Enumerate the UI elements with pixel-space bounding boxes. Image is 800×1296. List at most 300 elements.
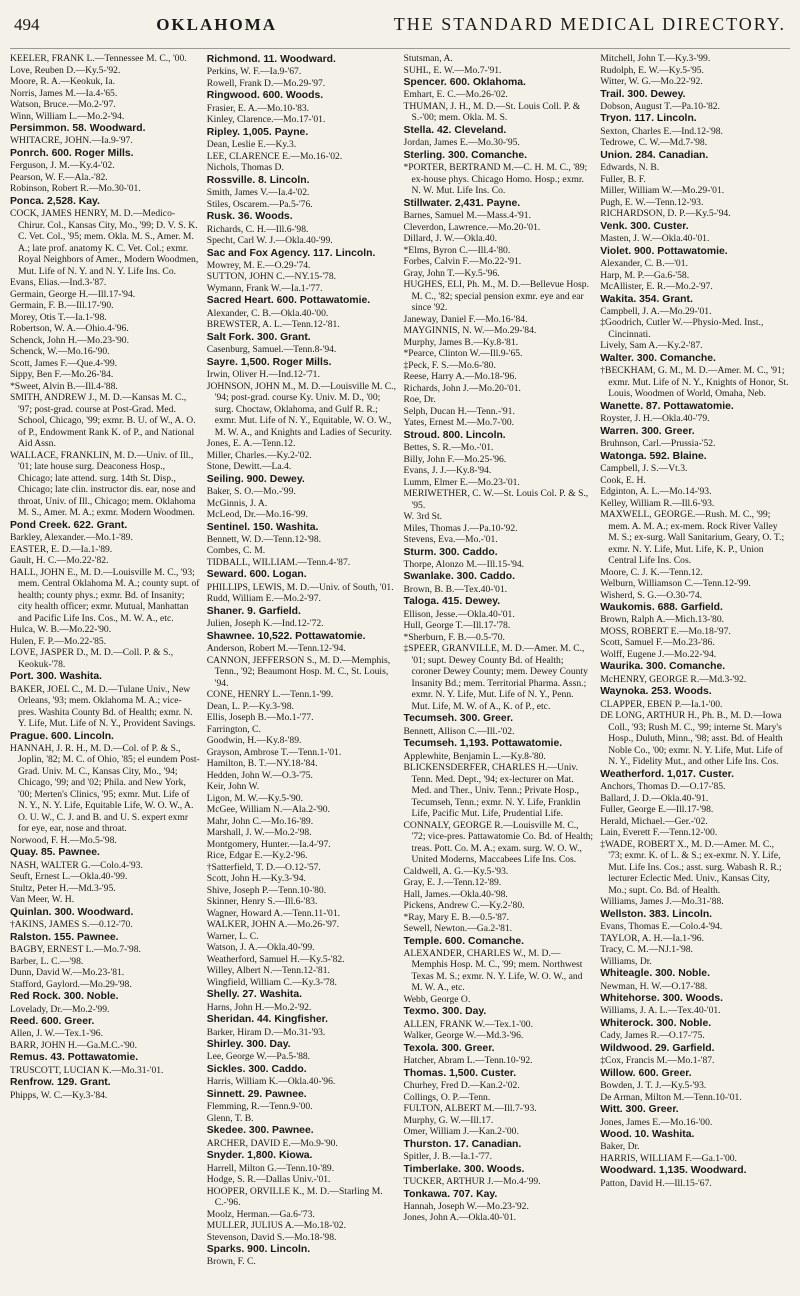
physician-entry: Miller, William W.—Mo.29-'01.	[600, 185, 725, 197]
physician-entry: ARCHER, DAVID E.—Mo.9-'90.	[206, 1137, 338, 1149]
physician-entry: Norris, James M.—Ia.4-'65.	[10, 87, 118, 99]
physician-entry: Harns, John H.—Mo.2-'92.	[206, 1001, 312, 1013]
town-heading: Skedee. 300. Pawnee.	[206, 1125, 314, 1137]
physician-entry: FULTON, ALBERT M.—Ill.7-'93.	[403, 1103, 537, 1115]
town-heading: Remus. 43. Pottawatomie.	[10, 1052, 139, 1064]
town-heading: Richmond. 11. Woodward.	[206, 54, 336, 65]
town-heading: Woodward. 1,135. Woodward.	[600, 1165, 747, 1177]
physician-entry: CONE, HENRY L.—Tenn.1-'99.	[206, 689, 334, 701]
physician-entry: Robinson, Robert R.—Mo.30-'01.	[10, 183, 141, 195]
physician-entry: Nichols, Thomas D.	[206, 162, 284, 174]
physician-entry: Allen, J. W.—Tex.1-'96.	[10, 1028, 103, 1040]
physician-entry: THUMAN, J. H., M. D.—St. Louis Coll. P. & S.-'00; mem. Okla. M. S.	[403, 100, 581, 124]
physician-entry: Lee, George W.—Pa.5-'88.	[206, 1051, 311, 1063]
physician-entry: Barber, L. C.—'98.	[10, 955, 84, 967]
physician-entry: ‡Goodrich, Cutler W.—Physio-Med. Inst., Cincinnati.	[600, 317, 764, 340]
physician-entry: W. 3rd St.	[403, 511, 443, 523]
physician-entry: Pugh, E. W.—Tenn.12-'93.	[600, 196, 704, 208]
physician-entry: Newman, H. W.—O.17-'88.	[600, 980, 708, 992]
physician-entry: Royster, J. H.—Okla.40-'79.	[600, 413, 710, 425]
physician-entry: Patton, David H.—Ill.15-'67.	[600, 1177, 712, 1189]
town-heading: Union. 284. Canadian.	[600, 149, 709, 161]
physician-entry: MOSS, ROBERT E.—Mo.18-'97.	[600, 625, 731, 637]
physician-entry: De Arman, Milton M.—Tenn.10-'01.	[600, 1091, 742, 1103]
physician-entry: Stone, Dewitt.—La.4.	[206, 461, 292, 473]
town-heading: Texola. 300. Greer.	[403, 1042, 495, 1054]
town-heading: Waynoka. 253. Woods.	[600, 686, 712, 698]
physician-entry: Barkley, Alexander.—Mo.1-'89.	[10, 532, 133, 544]
physician-entry: Murphy, G. W.—Ill.17.	[403, 1114, 494, 1126]
physician-entry: McHENRY, GEORGE R.—Md.3-'92.	[600, 673, 747, 685]
physician-entry: Sewell, Newton.—Ga.2-'81.	[403, 923, 513, 935]
town-heading: Shelly. 27. Washita.	[206, 989, 303, 1001]
physician-entry: Anderson, Robert M.—Tenn.12-'94.	[206, 643, 346, 655]
physician-entry: Caldwell, A. G.—Ky.5-'93.	[403, 865, 509, 877]
physician-entry: Germain, F. B.—Ill.17-'90.	[10, 300, 114, 312]
physician-entry: Bennett, W. D.—Tenn.12-'98.	[206, 533, 322, 545]
physician-entry: Love, Reuben D.—Ky.5-'92.	[10, 64, 121, 76]
physician-entry: Farrington, C.	[206, 723, 261, 735]
physician-entry: Jones, James E.—Mo.16-'00.	[600, 1116, 713, 1128]
town-heading: Sinnett. 29. Pawnee.	[206, 1088, 307, 1100]
columns	[10, 53, 790, 1268]
physician-entry: SUHL, E. W.—Mo.7-'91.	[403, 64, 502, 76]
physician-entry: *Sherburn, F. B.—0.5-'70.	[403, 631, 505, 643]
physician-entry: Keir, John W.	[206, 781, 260, 793]
town-heading: Violet. 900. Pottawatomie.	[600, 245, 728, 257]
physician-entry: Ellison, Jesse.—Okla.40-'01.	[403, 608, 515, 620]
physician-entry: *PORTER, BERTRAND M.—C. H. M. C., '89; ex-house phys. Chicago Homo. Hosp.; exmr. N. W. Mut. Life Ins. Co.	[403, 162, 588, 197]
physician-entry: BREWSTER, A. L.—Tenn.12-'81.	[206, 319, 340, 331]
town-heading: Timberlake. 300. Woods.	[403, 1163, 525, 1175]
physician-entry: Hamilton, B. T.—NY.18-'84.	[206, 758, 318, 770]
town-heading: Wildwood. 29. Garfield.	[600, 1042, 715, 1054]
physician-entry: WALKER, JOHN A.—Mo.26-'97.	[206, 919, 340, 931]
physician-entry: Watson, J. A.—Okla.40-'99.	[206, 942, 315, 954]
town-heading: Thurston. 17. Canadian.	[403, 1138, 522, 1150]
town-heading: Rusk. 36. Woods.	[206, 211, 293, 223]
town-heading: Sentinel. 150. Washita.	[206, 521, 319, 533]
physician-entry: BAGBY, ERNEST L.—Mo.7-'98.	[10, 944, 141, 956]
physician-entry: MERIWETHER, C. W.—St. Louis Col. P. & S., '95.	[403, 488, 589, 511]
physician-entry: Cleverdon, Lawrence.—Mo.20-'01.	[403, 221, 541, 233]
town-heading: Stroud. 800. Lincoln.	[403, 429, 506, 441]
town-heading: Thomas. 1,500. Custer.	[403, 1067, 517, 1079]
town-heading: Persimmon. 58. Woodward.	[10, 123, 146, 134]
physician-entry: Van Meer, W. H.	[10, 894, 75, 906]
physician-entry: HUGHES, ELI, Ph. M., M. D.—Bellevue Hosp. M. C., '82; special pension exmr. eye and ear since '92.	[403, 279, 589, 314]
physician-entry: Schenck, W.—Mo.16-'90.	[10, 346, 110, 358]
physician-entry: Hatcher, Abram L.—Tenn.10-'92.	[403, 1055, 533, 1067]
physician-entry: Smith, James V.—Ia.4-'02.	[206, 187, 310, 199]
town-heading: Rossville. 8. Lincoln.	[206, 174, 310, 186]
physician-entry: Jordan, James E.—Mo.30-'95.	[403, 137, 520, 149]
physician-entry: Seuft, Ernest L.—Okla.40-'99.	[10, 871, 128, 883]
physician-entry: Mowrey, M. E.—O.29-'74.	[206, 259, 311, 271]
physician-entry: Baker, Dr.	[600, 1141, 640, 1153]
physician-entry: Campbell, J. A.—Mo.29-'01.	[600, 305, 712, 317]
physician-entry: RICHARDSON, D. P.—Ky.5-'94.	[600, 208, 731, 220]
physician-entry: Goodwin, H.—Ky.8-'89.	[206, 735, 302, 747]
physician-entry: Stiles, Oscarem.—Pa.5-'76.	[206, 198, 313, 210]
town-heading: Wood. 10. Washita.	[600, 1129, 695, 1141]
physician-entry: Frasier, E. A.—Mo.10-'83.	[206, 102, 310, 114]
town-heading: Tecumseh. 300. Greer.	[403, 713, 514, 725]
physician-entry: JOHNSON, JOHN M., M. D.—Louisville M. C., '94; post-grad. course Ky. Univ. M. D., '00; surg. Choctaw, Oklahoma, and Gulf R. R.; exmr. Mut. Life of N. Y., Equitable, W. O. W., M. W. A., and Knights and Ladies of Security.	[206, 380, 396, 438]
town-heading: Willow. 600. Greer.	[600, 1067, 692, 1079]
town-heading: Shirley. 300. Day.	[206, 1039, 291, 1050]
physician-entry: HOOPER, ORVILLE K., M. D.—Starling M. C.-'96.	[206, 1185, 383, 1209]
physician-entry: Reese, Harry A.—Mo.18-'96.	[403, 371, 517, 383]
town-heading: Waurika. 300. Comanche.	[600, 661, 726, 673]
physician-entry: ‡SPEER, GRANVILLE, M. D.—Amer. M. C., '01; supt. Dewey County Bd. of Health; coroner Dewey County; mem. Dewey County Insanity Bd.; mem. Territorial Pharma. Assn.; exmr. N. Y. Life, Mut. Life of N. Y., Penn. Mut. Life, M. W. of A., K. of P., etc.	[403, 643, 588, 712]
town-heading: Prague. 600. Lincoln.	[10, 730, 114, 742]
state-heading: OKLAHOMA	[156, 15, 278, 34]
physician-entry: Dobson, August T.—Pa.10-'82.	[600, 100, 720, 112]
physician-entry: Emhart, E. C.—Mo.26-'02.	[403, 89, 508, 101]
town-heading: Ponrch. 600. Roger Mills.	[10, 147, 134, 159]
physician-entry: Moore, C. J. K.—Tenn.12.	[600, 566, 703, 578]
town-heading: Red Rock. 300. Noble.	[10, 991, 119, 1003]
physician-entry: Williams, J. A. L.—Tex.40-'01.	[600, 1005, 721, 1017]
physician-entry: HANNAH, J. R. H., M. D.—Col. of P. & S., Joplin, '82; M. C. of Ohio, '85; el eundem Post-Grad. Univ. M. C., Kansas City, Mo., '94; Chicago, '99; and '02; Phila. and New York, '00; Merten's Clinics, '95; exmr. Mut. Life of N. Y., N. Y. Life, Equitable Life, W. O. W., A. O. U. W., C. J. and B. and U. S. expert exmr for eye, ear, nose and throat.	[10, 742, 200, 835]
town-heading: Quinlan. 300. Woodward.	[10, 906, 134, 918]
physician-entry: Edwards, N. B.	[600, 162, 660, 174]
physician-entry: Bruhnson, Carl.—Prussia-'52.	[600, 438, 716, 450]
physician-entry: Stevens, Eva.—Mo.-'01.	[403, 534, 498, 546]
physician-entry: Miller, Charles.—Ky.2-'02.	[206, 449, 312, 461]
physician-entry: Sexton, Charles E.—Ind.12-'98.	[600, 125, 723, 137]
physician-entry: Wymann, Frank W.—Ia.1-'77.	[206, 282, 323, 294]
town-heading: Stella. 42. Cleveland.	[403, 124, 507, 136]
physician-entry: Campbell, J. S.—Vt.3.	[600, 463, 688, 475]
physician-entry: HALL, JOHN E., M. D.—Louisville M. C., '93; mem. Central Oklahoma M. A.; county supt. of health; county phys.; exmr. Bd. of Insanity; city health officer; exmr. Mutual, Manhattan and Pacific Life Ins. Cos., M. W. A., etc.	[10, 566, 200, 624]
column-4	[600, 53, 790, 1268]
physician-entry: Janeway, Daniel F.—Mo.16-'84.	[403, 313, 528, 325]
physician-entry: Walker, George W.—Md.3-'96.	[403, 1030, 524, 1042]
physician-entry: Watson, Bruce.—Mo.2-'97.	[10, 99, 116, 110]
town-heading: Waukomis. 688. Garfield.	[600, 602, 723, 614]
town-heading: Temple. 600. Comanche.	[403, 935, 524, 947]
town-heading: Warren. 300. Greer.	[600, 425, 695, 437]
town-heading: Watonga. 592. Blaine.	[600, 450, 707, 462]
physician-entry: Cook, E. H.	[600, 474, 646, 486]
physician-entry: Glenn, T. B.	[206, 1112, 254, 1124]
town-heading: Shawnee. 10,522. Pottawatomie.	[206, 630, 366, 642]
town-heading: Ringwood. 600. Woods.	[206, 90, 324, 102]
physician-entry: Ligon, M. W.—Ky.5-'90.	[206, 792, 303, 804]
town-heading: Wellston. 383. Lincoln.	[600, 908, 713, 920]
physician-entry: Fuller, George E.—Ill.17-'98.	[600, 804, 714, 816]
physician-entry: BAKER, JOEL C., M. D.—Tulane Univ., New Orleans, '93; mem. Oklahoma M. A.; vice-pres. Washita County Bd. of Health; exmr. N. Y. Life, Mut. Life of N. Y., Provident Savings.	[10, 683, 196, 730]
physician-entry: Welburn, Williamson C.—Tenn.12-'99.	[600, 578, 751, 590]
physician-entry: Dunn, David W.—Mo.23-'81.	[10, 967, 125, 979]
town-heading: Seward. 600. Logan.	[206, 569, 307, 581]
physician-entry: Bowden, J. T. J.—Ky.5-'93.	[600, 1080, 707, 1092]
town-heading: Ripley. 1,005. Payne.	[206, 126, 309, 138]
physician-entry: Irwin, Oliver H.—Ind.12-'71.	[206, 369, 320, 381]
column-1	[10, 53, 200, 1268]
physician-entry: MULLER, JULIUS A.—Mo.18-'02.	[206, 1220, 346, 1232]
physician-entry: KEELER, FRANK L.—Tennessee M. C., '00.	[10, 53, 187, 64]
physician-entry: PHILLIPS, LEWIS, M. D.—Univ. of South, '01.	[206, 581, 394, 593]
physician-entry: Warner, L. C.	[206, 930, 259, 942]
physician-entry: Marshall, J. W.—Mo.2-'98.	[206, 827, 312, 839]
physician-entry: Lumm, Elmer E.—Mo.23-'01.	[403, 476, 520, 488]
physician-entry: McGinnis, J. A.	[206, 497, 268, 509]
physician-entry: Harris, William K.—Okla.40-'96.	[206, 1076, 336, 1088]
physician-entry: CLAPPER, EBEN P.—Ia.1-'00.	[600, 698, 723, 710]
physician-entry: LEE, CLARENCE E.—Mo.16-'02.	[206, 150, 343, 162]
physician-entry: *Elms, Byron C.—Ill.4-'80.	[403, 244, 511, 256]
physician-entry: Lovelady, Dr.—Mo.2-'99.	[10, 1003, 110, 1015]
physician-entry: Witter, W. G.—Mo.22-'92.	[600, 76, 703, 87]
physician-entry: Mahr, John C.—Mo.16-'89.	[206, 815, 314, 827]
physician-entry: Yates, Ernest M.—Mo.7-'00.	[403, 417, 515, 429]
physician-entry: EASTER, E. D.—Ia.1-'89.	[10, 543, 113, 555]
town-heading: Taloga. 415. Dewey.	[403, 596, 501, 608]
physician-entry: Winn, William L.—Mo.2-'94.	[10, 110, 125, 122]
physician-entry: ‡Peck, F. S.—Mo.6-'80.	[403, 359, 496, 371]
physician-entry: *Pearce, Clinton W.—Ill.9-'65.	[403, 348, 523, 360]
physician-entry: Combes, C. M.	[206, 545, 266, 557]
physician-entry: Willey, Albert N.—Tenn.12-'81.	[206, 965, 330, 977]
physician-entry: Alexander, C. B.—Okla.40-'00.	[206, 307, 329, 319]
physician-entry: Wagner, Howard A.—Tenn.11-'01.	[206, 907, 341, 919]
physician-entry: Evans, Thomas E.—Colo.4-'94.	[600, 921, 723, 933]
physician-entry: Anchors, Thomas D.—O.17-'85.	[600, 781, 726, 793]
physician-entry: Rudolph, E. W.—Ky.5-'95.	[600, 64, 704, 76]
physician-entry: Lively, Sam A.—Ky.2-'87.	[600, 340, 703, 352]
physician-entry: ALEXANDER, CHARLES W., M. D.—Memphis Hosp. M. C., '99; mem. Northwest Texas M. S.; exmr. N. Y. Life, W. O. W., and M. W. A., etc.	[403, 947, 583, 994]
physician-entry: †AKINS, JAMES S.—0.12-'70.	[10, 919, 133, 931]
physician-entry: Morey, Otis T.—Ia.1-'98.	[10, 311, 107, 323]
physician-entry: Stultz, Peter H.—Md.3-'95.	[10, 882, 116, 894]
physician-entry: Thorpe, Alonzo M.—Ill.15-'94.	[403, 558, 525, 570]
town-heading: Venk. 300. Custer.	[600, 220, 689, 232]
physician-entry: Masten, J. W.—Okla.40-'01.	[600, 233, 710, 245]
town-heading: Sturm. 300. Caddo.	[403, 546, 498, 558]
town-heading: Tryon. 117. Lincoln.	[600, 113, 697, 125]
town-heading: Swanlake. 300. Caddo.	[403, 571, 515, 583]
physician-entry: Evans, Elias.—Ind.3-'87.	[10, 277, 107, 289]
town-heading: Shaner. 9. Garfield.	[206, 605, 301, 617]
physician-entry: TUCKER, ARTHUR J.—Mo.4-'99.	[403, 1176, 541, 1187]
physician-entry: Perkins, W. F.—Ia.9-'67.	[206, 66, 302, 78]
physician-entry: Moolz, Herman.—Ga.6-'73.	[206, 1208, 315, 1220]
physician-entry: Baker, S. O.—Mo.-'99.	[206, 486, 296, 498]
town-heading: Sheridan. 44. Kingfisher.	[206, 1014, 329, 1026]
physician-entry: Wingfield, William C.—Ky.3-'78.	[206, 976, 337, 988]
town-heading: Reed. 600. Greer.	[10, 1016, 95, 1028]
physician-entry: Hall, James.—Okla.40-'98.	[403, 888, 508, 900]
physician-entry: ALLEN, FRANK W.—Tex.1-'00.	[403, 1018, 534, 1030]
physician-entry: McAllister, E. R.—Mo.2-'97.	[600, 281, 713, 293]
physician-entry: Jones, E. A.—Tenn.12.	[206, 438, 296, 450]
physician-entry: Brown, Ralph A.—Mich.13-'80.	[600, 614, 725, 626]
physician-entry: Williams, Dr.	[600, 955, 652, 967]
physician-entry: Rudd, William E.—Mo.2-'97.	[206, 593, 321, 605]
physician-entry: SUTTON, JOHN C.—NY.15-'78.	[206, 271, 337, 283]
physician-entry: Dillard, J. W.—Okla.40.	[403, 233, 498, 245]
physician-entry: Miles, Thomas J.—Pa.10-'92.	[403, 522, 518, 534]
physician-entry: Barnes, Samuel M.—Mass.4-'91.	[403, 210, 532, 222]
town-heading: Whiterock. 300. Noble.	[600, 1017, 712, 1029]
physician-entry: LOVE, JASPER D., M. D.—Coll. P. & S., Keokuk-'78.	[10, 647, 174, 670]
town-heading: Trail. 300. Dewey.	[600, 88, 686, 100]
physician-entry: Scott, James F.—Que.4-'99.	[10, 357, 118, 369]
town-heading: Wakita. 354. Grant.	[600, 293, 693, 305]
physician-entry: Applewhite, Benjamin L.—Ky.8-'80.	[403, 750, 546, 762]
physician-entry: Jones, John A.—Okla.40-'01.	[403, 1212, 517, 1224]
physician-entry: Hulca, W. B.—Mo.22-'90.	[10, 624, 112, 636]
physician-entry: Cady, James R.—O.17-'75.	[600, 1030, 705, 1042]
physician-entry: WHITACRE, JOHN.—Ia.9-'97.	[10, 135, 133, 147]
physician-entry: Dean, Leslie E.—Ky.3.	[206, 139, 297, 151]
physician-entry: Weatherford, Samuel H.—Ky.5-'82.	[206, 953, 345, 965]
town-heading: Tecumseh. 1,193. Pottawatomie.	[403, 738, 563, 750]
physician-entry: BLICKENSDERFER, CHARLES H.—Univ. Tenn. Med. Dept., '94; ex-lecturer on Mat. Med. and Ther., Univ. Tenn.; Private Hosp., Tecumseh, Tenn.; exmr. N. Y. Life, Franklin Life, Pacific Mut. Life, Prudential Life.	[403, 762, 581, 820]
physician-entry: TIDBALL, WILLIAM.—Tenn.4-'87.	[206, 556, 351, 568]
town-heading: Whitehorse. 300. Woods.	[600, 993, 724, 1004]
physician-entry: Mitchell, John T.—Ky.3-'99.	[600, 53, 711, 64]
physician-entry: ‡Cox, Francis M.—Mo.1-'87.	[600, 1055, 715, 1067]
town-heading: Wanette. 87. Pottawatomie.	[600, 400, 734, 412]
physician-entry: Kinley, Clarence.—Mo.17-'01.	[206, 114, 326, 126]
page-header	[10, 14, 790, 49]
physician-entry: SMITH, ANDREW J., M. D.—Kansas M. C., '97; post-grad. course at Post-Grad. Med. School, Chicago, '99; exmr. B. U. of W., A. O. of P., Endowment Rank K. of P., and National Aid Assn.	[10, 392, 196, 450]
directory-title: THE STANDARD MEDICAL DIRECTORY.	[393, 14, 786, 34]
physician-entry: Kelley, William R.—Ill.6-'93.	[600, 497, 715, 509]
town-heading: Sparks. 900. Lincoln.	[206, 1244, 311, 1256]
physician-entry: Bettes, S. R.—Mo.-'01.	[403, 442, 494, 454]
town-heading: Port. 300. Washita.	[10, 671, 103, 683]
town-heading: Whiteagle. 300. Noble.	[600, 968, 710, 980]
physician-entry: Tracy, C. M.—NJ.1-'98.	[600, 944, 693, 956]
physician-entry: TRUSCOTT, LUCIAN K.—Mo.31-'01.	[10, 1064, 164, 1076]
physician-entry: TAYLOR, A. H.—Ia.1-'96.	[600, 932, 704, 944]
column-3	[404, 53, 594, 1268]
physician-entry: ‡WADE, ROBERT X., M. D.—Amer. M. C., '73; exmr. K. of L. & S.; ex-exmr. N. Y. Life, Mut. Life Ins. Cos.; asst. surg. Wabash R. R.; lecturer Eclectic Med. Univ., Kansas City, Mo.; supt. Co. Bd. of Health.	[600, 838, 782, 896]
town-heading: Sterling. 300. Comanche.	[403, 149, 528, 161]
physician-entry: Billy, John F.—Mo.25-'96.	[403, 453, 507, 465]
physician-entry: Moore, R. A.—Keokuk, Ia.	[10, 76, 115, 87]
physician-entry: Scott, John H.—Ky.3-'94.	[206, 873, 306, 885]
physician-entry: MAYGINNIS, N. W.—Mo.29-'84.	[403, 325, 537, 337]
town-heading: Spencer. 600. Oklahoma.	[403, 77, 526, 88]
physician-entry: Julien, Joseph K.—Ind.12-'72.	[206, 618, 324, 630]
page-number: 494	[14, 15, 40, 34]
physician-entry: Selph, Ducan H.—Tenn.-'91.	[403, 405, 515, 417]
town-heading: Renfrow. 129. Grant.	[10, 1077, 111, 1089]
town-heading: Ralston. 155. Pawnee.	[10, 931, 119, 943]
physician-entry: HARRIS, WILLIAM F.—Ga.1-'00.	[600, 1152, 737, 1164]
physician-entry: Robertson, W. A.—Ohio.4-'96.	[10, 323, 129, 335]
physician-entry: Alexander, C. B.—'01.	[600, 258, 688, 270]
town-heading: Tonkawa. 707. Kay.	[403, 1188, 498, 1200]
physician-entry: COCK, JAMES HENRY, M. D.—Medico-Chirur. Col., Kansas City, Mo., '99; D. V. S. K. C. Vet. Col., '95; mem. Okla. M. S., Amer. M. A.; late prof. anatomy K. C. Vet. Col.; exmr. Royal Neighbors of Amer., Modern Woodmen, Mut. Life of N. Y. and N. Y. Life Ins. Co.	[10, 208, 199, 277]
physician-entry: Collings, O. P.—Tenn.	[403, 1091, 491, 1103]
physician-entry: Murphy, James B.—Ky.8-'81.	[403, 336, 519, 348]
physician-entry: Gray, John T.—Ky.5-'96.	[403, 267, 500, 279]
town-heading: Snyder. 1,800. Kiowa.	[206, 1150, 313, 1162]
physician-entry: Richards, C. H.—Ill.6-'98.	[206, 223, 309, 235]
physician-entry: Lain, Everett F.—Tenn.12-'00.	[600, 827, 718, 839]
physician-entry: DE LONG, ARTHUR H., Ph. B., M. D.—Iowa Coll., '93; Rush M. C., '99; interne St. Mary's Hosp., Duluth, Minn., '98; asst. Bd. of Health Noble Co., '00; exmr. N. Y. Life, Mut. Life of N. Y., Fidelity Mut., and other Life Ins. Cos.	[600, 710, 783, 768]
physician-entry: Harp, M. P.—Ga.6-'58.	[600, 269, 690, 281]
physician-entry: CONNALY, GEORGE R.—Louisville M. C., '72; vice-pres. Pattawatomie Co. Bd. of Health; treas. Pott. Co. M. A.; exam. surg. W. O. W., United Moderns, Maccabees Life Ins. Cos.	[403, 819, 594, 866]
physician-entry: Skinner, Henry S.—Ill.6-'83.	[206, 896, 318, 908]
physician-entry: Fuller, B. F.	[600, 173, 646, 185]
physician-entry: Ellis, Joseph B.—Mo.1-'77.	[206, 712, 314, 724]
physician-entry: BARR, JOHN H.—Ga.M.C.-'90.	[10, 1039, 137, 1051]
physician-entry: Germain, George H.—Ill.17-'94.	[10, 288, 136, 300]
physician-entry: Omer, William J.—Kan.2-'00.	[403, 1126, 519, 1138]
physician-entry: Sippy, Ben F.—Mo.26-'84.	[10, 369, 114, 381]
town-heading: Weatherford. 1,017. Custer.	[600, 768, 735, 780]
town-heading: Ponca. 2,528. Kay.	[10, 195, 100, 207]
town-heading: Sayre. 1,500. Roger Mills.	[206, 356, 332, 368]
physician-entry: Stevenson, David S.—Mo.18-'98.	[206, 1231, 337, 1243]
physician-entry: WALLACE, FRANKLIN, M. D.—Univ. of Ill., '01; late house surg. Deaconess Hosp., Chicago; late attend. surg. 14th St. Disp., Chicago; late clin. instructor dis. ear, nose and throat, Univ. of Ill., Chicago; mem. Oklahoma M. S., Amer. M. A.; exmr. Modern Woodmen.	[10, 449, 196, 519]
physician-entry: Hulen, F. P.—Mo.22-'85.	[10, 635, 107, 647]
town-heading: Texmo. 300. Day.	[403, 1006, 487, 1018]
physician-entry: Pearson, W. F.—Ala.-'82.	[10, 171, 108, 183]
physician-entry: †Satterfield, T. D.—O.12-'57.	[206, 861, 321, 873]
physician-entry: Stafford, Gaylord.—Mo.29-'98.	[10, 978, 132, 990]
physician-entry: Tedrowe, C. W.—Md.7-'98.	[600, 137, 708, 149]
physician-entry: Scott, Samuel F.—Mo.23-'86.	[600, 637, 715, 649]
physician-entry: Roe, Dr.	[403, 394, 436, 406]
physician-entry: Schenck, John H.—Mo.23-'90.	[10, 334, 129, 346]
town-heading: Sickles. 300. Caddo.	[206, 1063, 307, 1075]
physician-entry: Ferguson, J. M.—Ky.4-'02.	[10, 160, 115, 172]
physician-entry: Gault, H. C.—Mo.22-'82.	[10, 555, 109, 567]
physician-entry: Webb, George O.	[403, 993, 471, 1005]
physician-entry: Edginton, A. L.—Mo.14-'93.	[600, 486, 712, 498]
physician-entry: *Ray, Mary E. B.—0.5-'87.	[403, 911, 510, 923]
physician-entry: Harrell, Milton G.—Tenn.10-'89.	[206, 1162, 335, 1174]
physician-entry: Williams, James J.—Mo.31-'88.	[600, 896, 724, 908]
physician-entry: Specht, Carl W. J.—Okla.40-'99.	[206, 235, 333, 247]
physician-entry: Flemming, R.—Tenn.9-'00.	[206, 1101, 313, 1113]
physician-entry: Dean, L. P.—Ky.3-'98.	[206, 700, 294, 712]
physician-entry: Montgomery, Hunter.—Ia.4-'97.	[206, 838, 331, 850]
physician-entry: McLeod, Dr.—Mo.16-'99.	[206, 509, 308, 521]
town-heading: Salt Fork. 300. Grant.	[206, 331, 311, 343]
physician-entry: Richards, John J.—Mo.20-'01.	[403, 382, 521, 394]
physician-entry: Stutsman, A.	[403, 53, 453, 64]
town-heading: Quay. 85. Pawnee.	[10, 847, 100, 859]
physician-entry: Bennett, Allison C.—Ill.-'02.	[403, 725, 515, 737]
physician-entry: McGee, William N.—Ala.2-'90.	[206, 804, 330, 816]
physician-entry: Rowell, Frank D.—Mo.29-'97.	[206, 77, 326, 89]
town-heading: Witt. 300. Greer.	[600, 1104, 679, 1116]
physician-entry: Pickens, Andrew C.—Ky.2-'80.	[403, 900, 525, 912]
physician-entry: Brown, F. C.	[206, 1256, 256, 1268]
physician-entry: Herald, Michael.—Ger.-'02.	[600, 815, 708, 827]
physician-entry: Phipps, W. C.—Ky.3-'84.	[10, 1089, 108, 1101]
town-heading: Sacred Heart. 600. Pottawatomie.	[206, 295, 371, 307]
town-heading: Stillwater. 2,431. Payne.	[403, 197, 521, 209]
physician-entry: Forbes, Calvin F.—Mo.22-'91.	[403, 256, 522, 268]
physician-entry: Rice, Edgar E.—Ky.2-'96.	[206, 850, 308, 862]
physician-entry: *Sweet, Alvin B.—Ill.4-'88.	[10, 380, 118, 392]
physician-entry: Hull, George T.—Ill.17-'78.	[403, 620, 511, 632]
physician-entry: Brown, B. B.—Tex.40-'01.	[403, 583, 508, 595]
physician-entry: Evans, J. J.—Ky.8-'94.	[403, 465, 492, 477]
physician-entry: MAXWELL, GEORGE.—Rush. M. C., '99; mem. A. M. A.; ex-mem. Rock River Valley M. S.; ex-surg. Wall Sanitarium, Geary, O. T.; exmr. N. Y. Life, Mut. Life, K. P., Union Central Life Ins. Cos.	[600, 509, 785, 567]
